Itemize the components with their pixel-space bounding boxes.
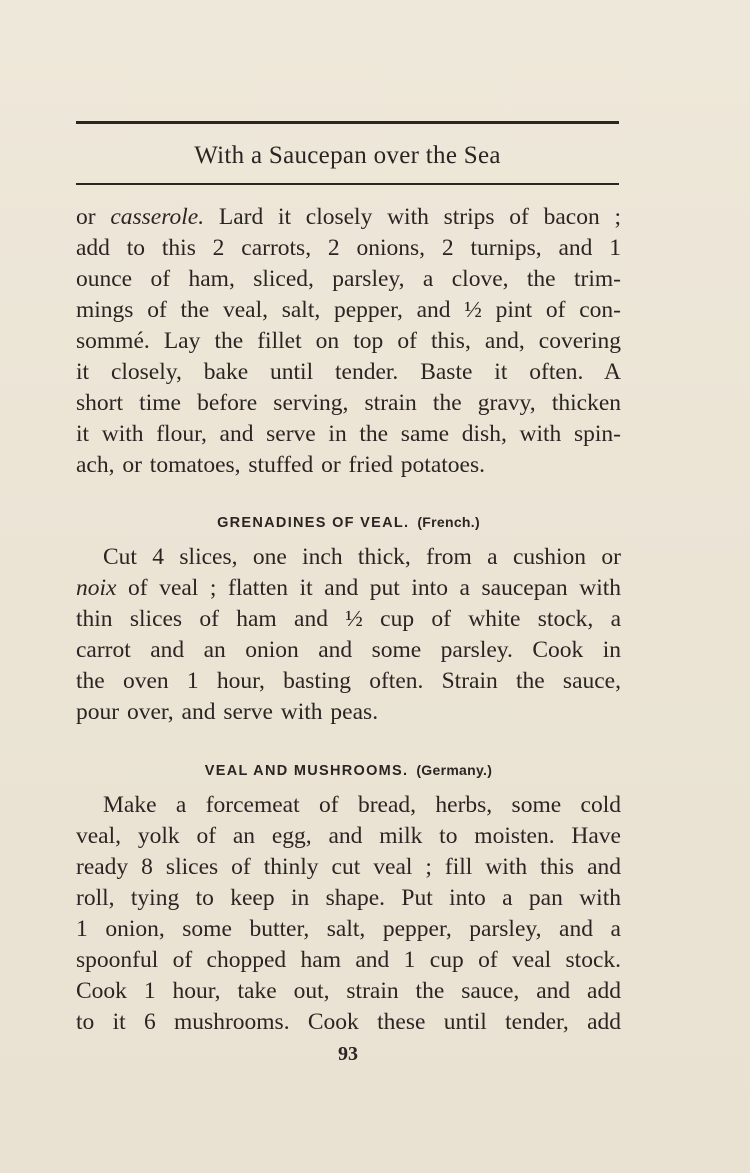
italic-term: noix (76, 575, 117, 601)
recipe-origin: (Germany.) (416, 762, 493, 778)
running-head: With a Saucepan over the Sea (194, 142, 501, 169)
text-line: Cook 1 hour, take out, strain the sauce, and add (76, 978, 621, 1004)
page-number: 93 (338, 1043, 358, 1065)
text-line: Cut 4 slices, one inch thick, from a cushion or (103, 544, 621, 570)
text-line: veal, yolk of an egg, and milk to moisten. Have (76, 823, 621, 849)
recipe-heading-grenadines (76, 510, 621, 535)
paragraph-veal-mushrooms (76, 790, 621, 1038)
text-line: short time before serving, strain the gravy, thicken (76, 390, 621, 416)
text-line: to it 6 mushrooms. Cook these until tender, add (76, 1009, 621, 1035)
text-line: 1 onion, some butter, salt, pepper, parsley, and a (76, 916, 621, 942)
text-line: noix of veal ; flatten it and put into a saucepan with (76, 575, 621, 601)
text-line: mings of the veal, salt, pepper, and ½ pint of con- (76, 297, 621, 323)
text-line: sommé. Lay the fillet on top of this, and, covering (76, 328, 621, 354)
text-line: thin slices of ham and ½ cup of white stock, a (76, 606, 621, 632)
text-line: the oven 1 hour, basting often. Strain the sauce, (76, 668, 621, 694)
text-line: Make a forcemeat of bread, herbs, some cold (103, 792, 621, 818)
header-rule-bottom (76, 183, 619, 185)
text-line: it closely, bake until tender. Baste it often. A (76, 359, 621, 385)
text-line: roll, tying to keep in shape. Put into a pan with (76, 885, 621, 911)
text-line: pour over, and serve with peas. (76, 699, 379, 725)
paragraph-fillet-of-veal (76, 202, 621, 481)
text-line: ounce of ham, sliced, parsley, a clove, the trim- (76, 266, 621, 292)
recipe-title: GRENADINES OF VEAL. (217, 515, 410, 531)
text-line: or casserole. Lard it closely with strips of bacon ; (76, 204, 621, 230)
text-line: spoonful of chopped ham and 1 cup of veal stock. (76, 947, 621, 973)
header-rule-top (76, 121, 619, 124)
recipe-heading-veal-mushrooms (76, 758, 621, 783)
text-line: carrot and an onion and some parsley. Cook in (76, 637, 621, 663)
text-line: add to this 2 carrots, 2 onions, 2 turnips, and 1 (76, 235, 621, 261)
text-line: it with flour, and serve in the same dish, with spin- (76, 421, 621, 447)
text-line: ach, or tomatoes, stuffed or fried potatoes. (76, 452, 485, 478)
recipe-title: VEAL AND MUSHROOMS. (204, 763, 409, 779)
recipe-origin: (French.) (417, 514, 480, 530)
text-line: ready 8 slices of thinly cut veal ; fill with this and (76, 854, 621, 880)
paragraph-grenadines (76, 542, 621, 728)
italic-term: casserole. (110, 204, 205, 230)
